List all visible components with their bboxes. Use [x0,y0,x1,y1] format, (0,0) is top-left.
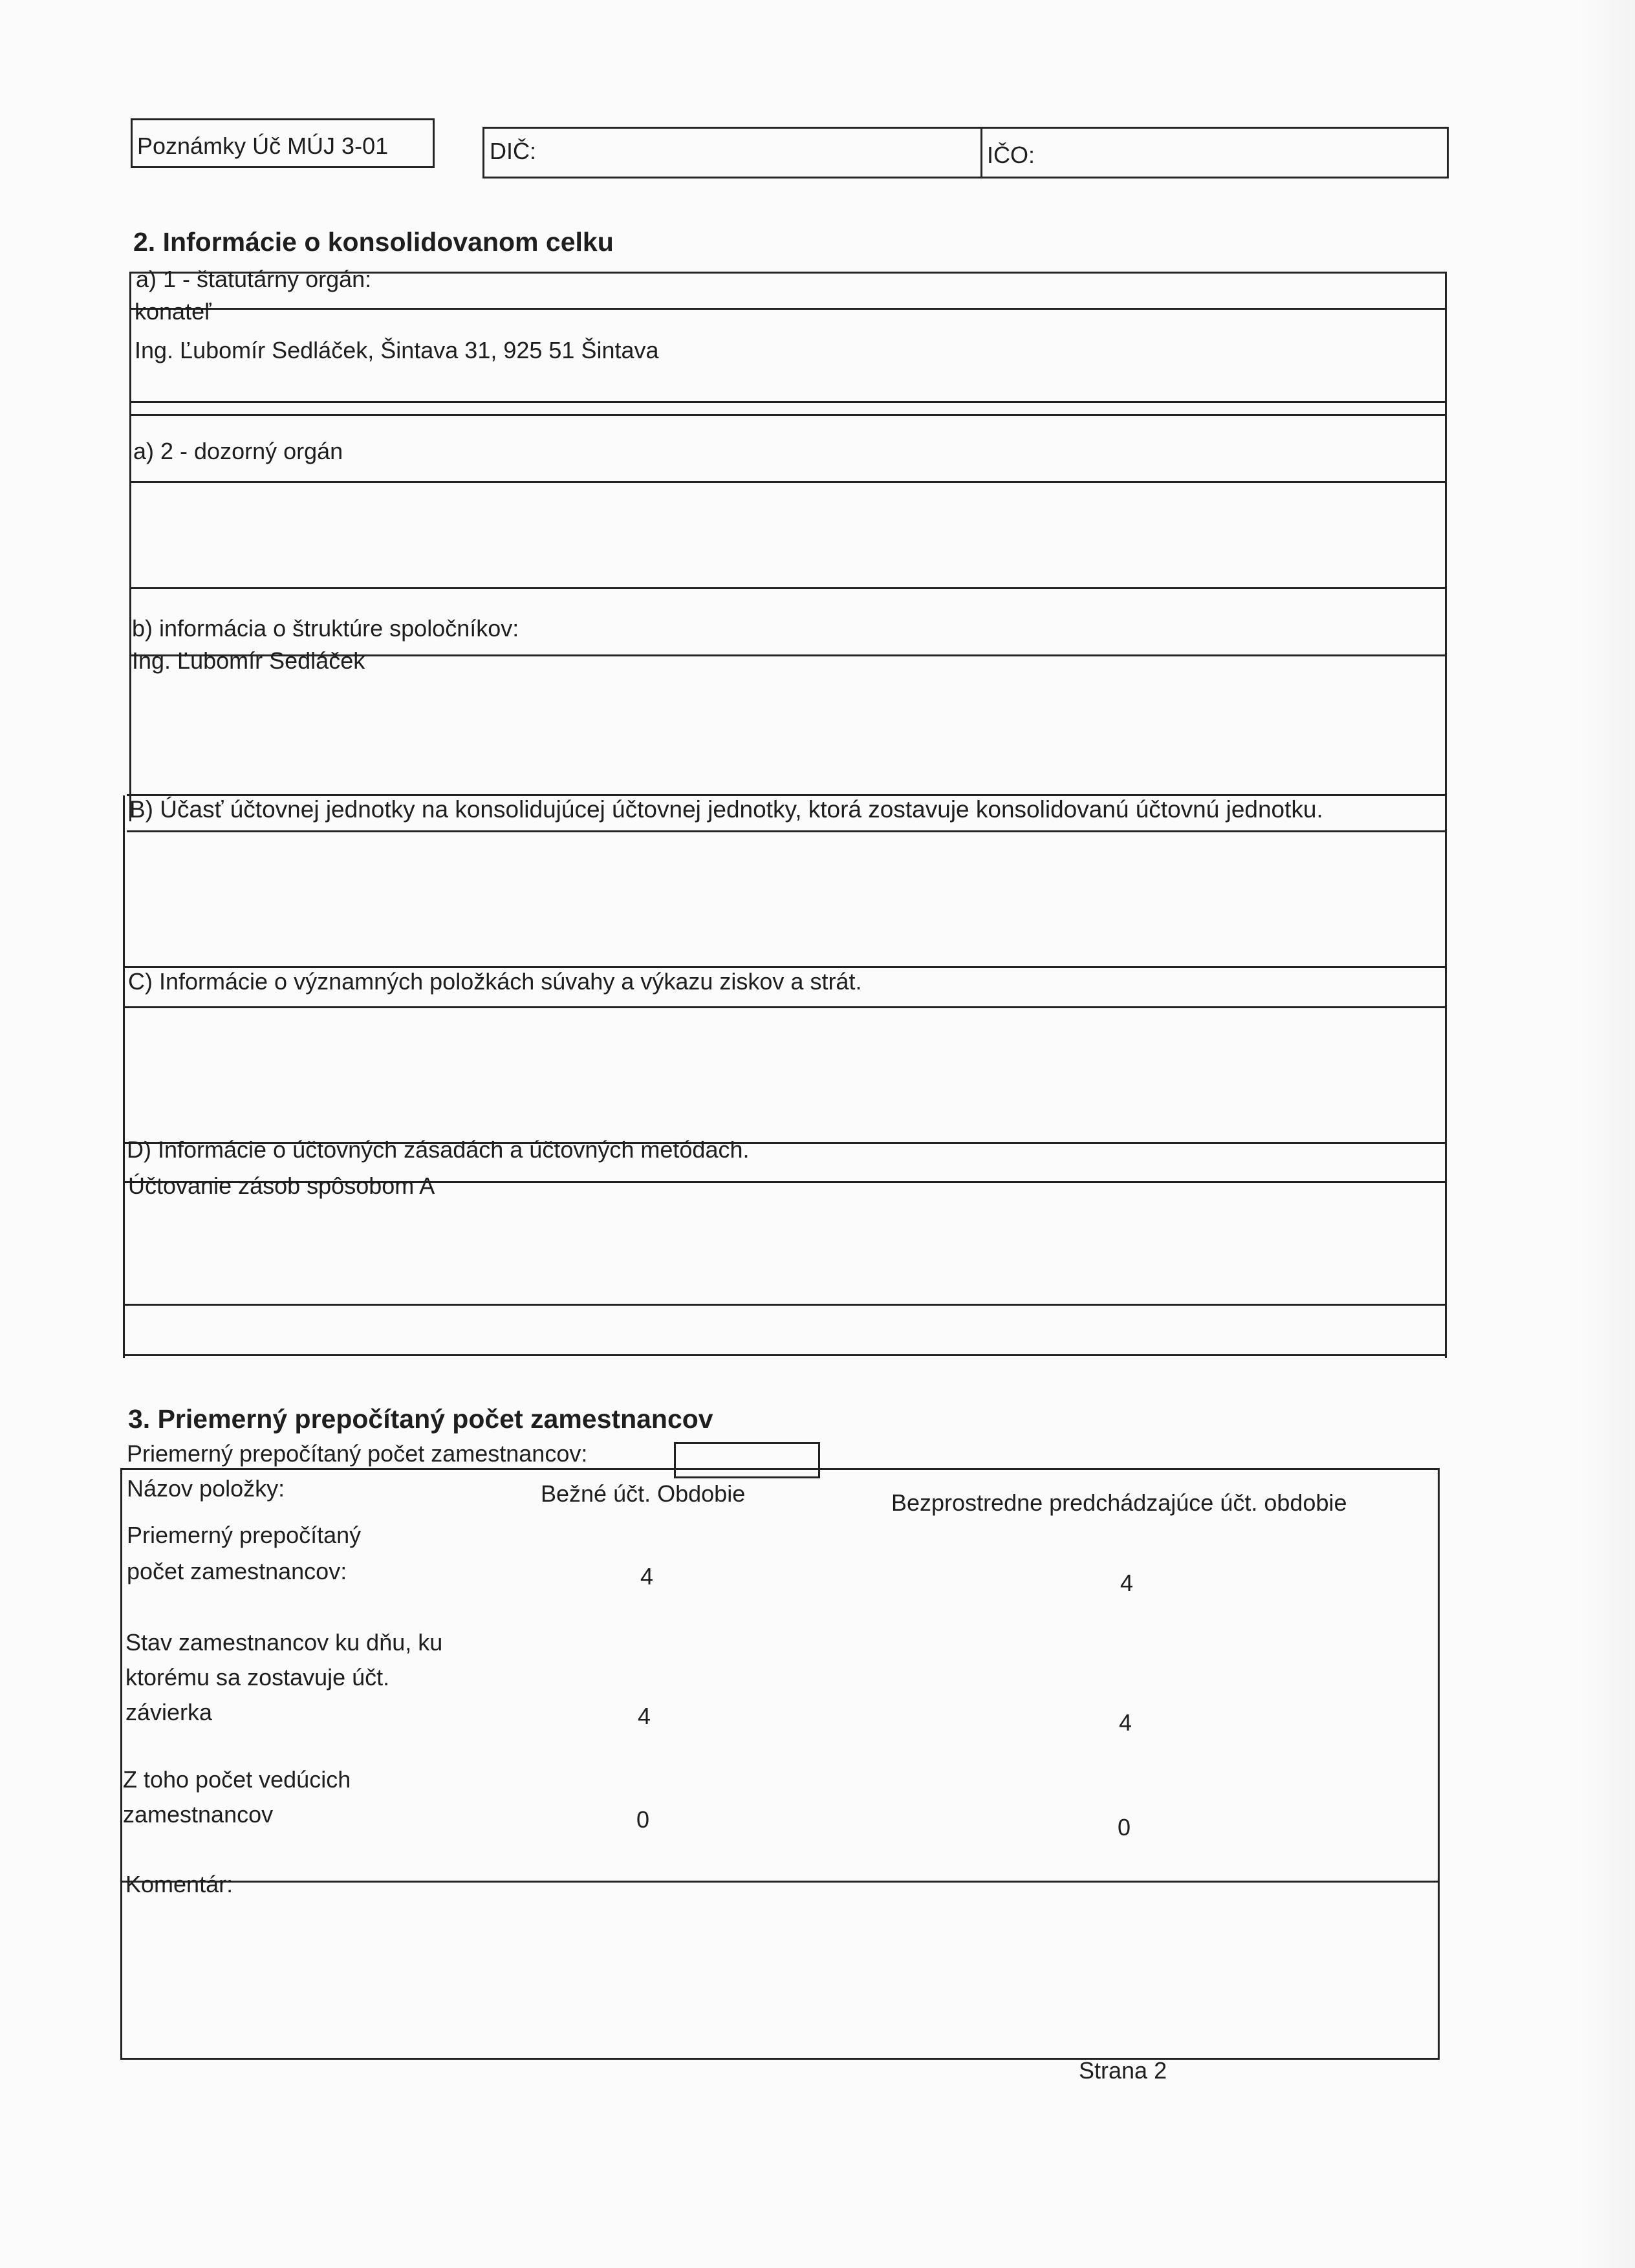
a1-divider [129,308,1447,310]
row1-current: 4 [640,1563,654,1590]
row2-label-line3: závierka [125,1699,213,1725]
row1-previous: 4 [1120,1570,1134,1596]
col-item-header: Názov položky: [127,1475,285,1502]
C-divider [124,1006,1446,1008]
row3-label-line1: Z toho počet vedúcich [123,1766,351,1793]
form-code-label: Poznámky Úč MÚJ 3-01 [137,133,389,159]
dic-ico-divider [980,127,982,178]
a2-label: a) 2 - dozorný orgán [133,438,343,464]
col-current-header: Bežné účt. Obdobie [541,1480,746,1507]
row3-previous: 0 [1117,1814,1131,1841]
B-label: B) Účasť účtovnej jednotky na konsolidujúcej účtovnej jednotky, ktorá zostavuje konsolidovanú účtovnú jednotku. [129,796,1323,823]
b-value: Ing. Ľubomír Sedláček [132,647,365,674]
B-divider [127,830,1446,832]
b-label: b) informácia o štruktúre spoločníkov: [132,615,519,642]
dic-ico-box [482,127,1449,178]
a2-divider [129,481,1447,483]
C-label: C) Informácie o významných položkách súvahy a výkazu ziskov a strát. [128,968,862,995]
row1-label-line2: počet zamestnancov: [127,1558,347,1584]
a1-person: Ing. Ľubomír Sedláček, Šintava 31, 925 51 Šintava [135,337,659,363]
row2-previous: 4 [1118,1709,1132,1736]
table-comment-divider [120,1881,1440,1883]
avg-count-label: Priemerný prepočítaný počet zamestnancov: [127,1440,588,1467]
ico-label: IČO: [987,142,1035,168]
dic-label: DIČ: [490,138,536,164]
section2-left-border-lower [123,795,125,1358]
row3-current: 0 [636,1806,650,1833]
section3-heading: 3. Priemerný prepočítaný počet zamestnancov [128,1404,713,1434]
section2-left-border [129,272,131,821]
comment-label: Komentár: [125,1871,233,1897]
row2-label-line1: Stav zamestnancov ku dňu, ku [125,1629,443,1656]
row2-current: 4 [637,1703,651,1729]
row1-label-line1: Priemerný prepočítaný [127,1522,362,1548]
a1-label: a) 1 - štatutárny orgán: [136,266,372,292]
D-value: Účtovanie zásob spôsobom A [128,1172,435,1199]
a1-bottom-line [129,401,1447,403]
section2-heading: 2. Informácie o konsolidovanom celku [133,227,614,257]
D-label: D) Informácie o účtovných zásadách a účtovných metódach. [127,1136,750,1163]
a2-top-line [129,414,1447,416]
scan-edge-shadow [1577,0,1635,2268]
page-number: Strana 2 [1079,2057,1167,2084]
section2-bottom-line [123,1354,1446,1356]
col-previous-header: Bezprostredne predchádzajúce účt. obdobie [891,1489,1347,1516]
a1-role: konateľ [135,298,211,325]
row2-label-line2: ktorému sa zostavuje účt. [125,1664,390,1690]
D-bottom-line [123,1304,1446,1306]
row3-label-line2: zamestnancov [123,1801,274,1828]
section2-right-border [1445,272,1447,1358]
a2-bottom-line [129,587,1447,589]
